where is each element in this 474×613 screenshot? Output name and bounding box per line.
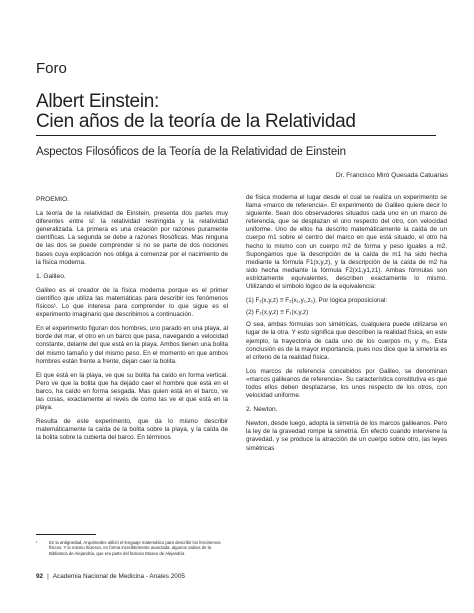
title-line-2: Cien años de la teoría de la Relatividad — [36, 112, 436, 136]
article-subtitle: Aspectos Filosóficos de la Teoría de la Relatividad de Einstein — [36, 146, 346, 158]
right-column — [246, 194, 447, 459]
newton-paragraph: Newton, desde luego, adopta la simetría de los marcos galileanos. Pero la ley de la gravedad rompe la simetría. En efecto cuando interviene la gravedad, y se produce la atracción de un cuerpo sobre otro, las leyes simétricas — [246, 420, 447, 452]
publication-name: Academia Nacional de Medicina - Anales 2005 — [52, 573, 185, 580]
galileo-paragraph-2: En el experimento figuran dos hombres, uno parado en una playa, al borde del mar, el otro en un barco que pasa, navegando a velocidad constante, delante del que está en la playa. Ambos tienen una bolita del mismo tamaño y del mismo peso. En el momento en que ambos hombres están frente a frente, dejan caer la bolita. — [36, 325, 228, 365]
proemio-paragraph: La teoría de la relatividad de Einstein, presenta dos partes muy diferentes entre sí: la relatividad restringida y la relatividad generalizada. La primera es una creación por razones puramente científicas. La segunda se debe a razones filosóficas. Mas ninguna de las dos se puede comprender si no se parte de dos nociones bases cuya explicación nos obliga a comenzar por el nacimiento de la física moderna. — [36, 210, 228, 266]
proemio-heading: PROEMIO. — [36, 196, 69, 203]
formula-2: (2) F₂(x,y,z) ≡ F₁(x,y,z) — [246, 309, 309, 317]
footnote — [36, 540, 228, 556]
galileo-paragraph-4: Resulta de este experimento, que da lo mismo describir matemáticamente la caída de la bolita sobre la playa, y la caída de la bolita sobre la cubierta del barco. En términos — [36, 418, 228, 442]
title-line-1: Albert Einstein: — [36, 91, 159, 112]
footnote-text: En la antigüedad, Arquímedes utilizó el lenguaje matemático para describir los fenómenos físicos. Y lo mismo hicieron, en forma increíblemente avanzada, algunos sabios de la Biblioteca de Alejandría, que era parte del famoso Museo de Alejandría — [49, 540, 221, 556]
formula-1: (1) F₁(x,y,z) ≡ F₂(x₁,y₁,z₁). Por lógica proposicional: — [246, 297, 388, 305]
footnote-mark: ¹ — [36, 540, 38, 545]
page-number: 92 — [36, 573, 44, 580]
newton-heading: 2. Newton. — [246, 406, 278, 414]
page-title — [36, 92, 436, 136]
footer-separator: | — [47, 573, 49, 580]
page-footer — [36, 573, 185, 580]
footnote-divider — [36, 534, 96, 535]
reference-frame-paragraph: de física moderna el lugar desde el cual se realiza un experimento se llama «marco de referencia». El experimento de Galileo quiere decir lo siguiente. Sean dos observadores situados cada uno en un marco de referencia, que se desplazan el uno respecto del otro, con velocidad uniforme. Uno de ellos ha descrito matemáticamente la caída de un cuerpo m1 sobre el centro del marco en que está situado, el otro ha hecho lo mismo con un cuerpo m2 de forma y peso iguales a m2. Supongamos que la descripción de la caída de m1 ha sido hecha mediante la fórmula F1(x,y,z), y la descripción de la caída de m2 ha sido hecha mediante la fórmula F2(x1,y1,z1). Ambas fórmulas son estrictamente equivalentes, describen exactamente lo mismo. Utilizando el simbolo lógico de la equivalencia: — [246, 194, 447, 291]
author-name: Dr. Francisco Miró Quesada Catuarias — [335, 172, 448, 179]
section-label: Foro — [36, 60, 67, 77]
left-column — [36, 194, 228, 448]
galileo-heading: 1. Galileo. — [36, 272, 66, 280]
symmetry-paragraph: O sea, ambas fórmulas son simétricas, cualquiera puede utilizarse en lugar de la otra. Y esto significa que describen la realidad física, en este ejemplo, la trayectoria de cada uno de los cuerpos m₁ y m₂. Esta conclusión es de la mayor importancia, pues nos dice que la simetría es el criterio de la realidad física. — [246, 321, 447, 361]
galileo-paragraph-3: El que está en la playa, ve que su bolita ha caído en forma vertical. Pero ve que la bolita que ha dejado caer el hombre que está en el barco, ha caído en forma sesgada. Mas quien está en el barco, ve las cosas, exactamente al revés de como las ve el que está en la playa. — [36, 371, 228, 412]
galilean-frames-paragraph: Los marcos de referencia concebidos por Galileo, se denominan «marcos galileanos de referencia». Su característica constitutiva es que todos ellos deben desplazarse, los unos respecto de los otros, con velocidad uniforme. — [246, 367, 447, 400]
galileo-paragraph-1: Galileo es el creador de la física moderna porque es el primer científico que utiliza las matemáticas para describir los fenómenos físicos¹. Lo que interesa para comprender lo que sigue es el experimento imaginario que describimos a continuación. — [36, 286, 228, 319]
